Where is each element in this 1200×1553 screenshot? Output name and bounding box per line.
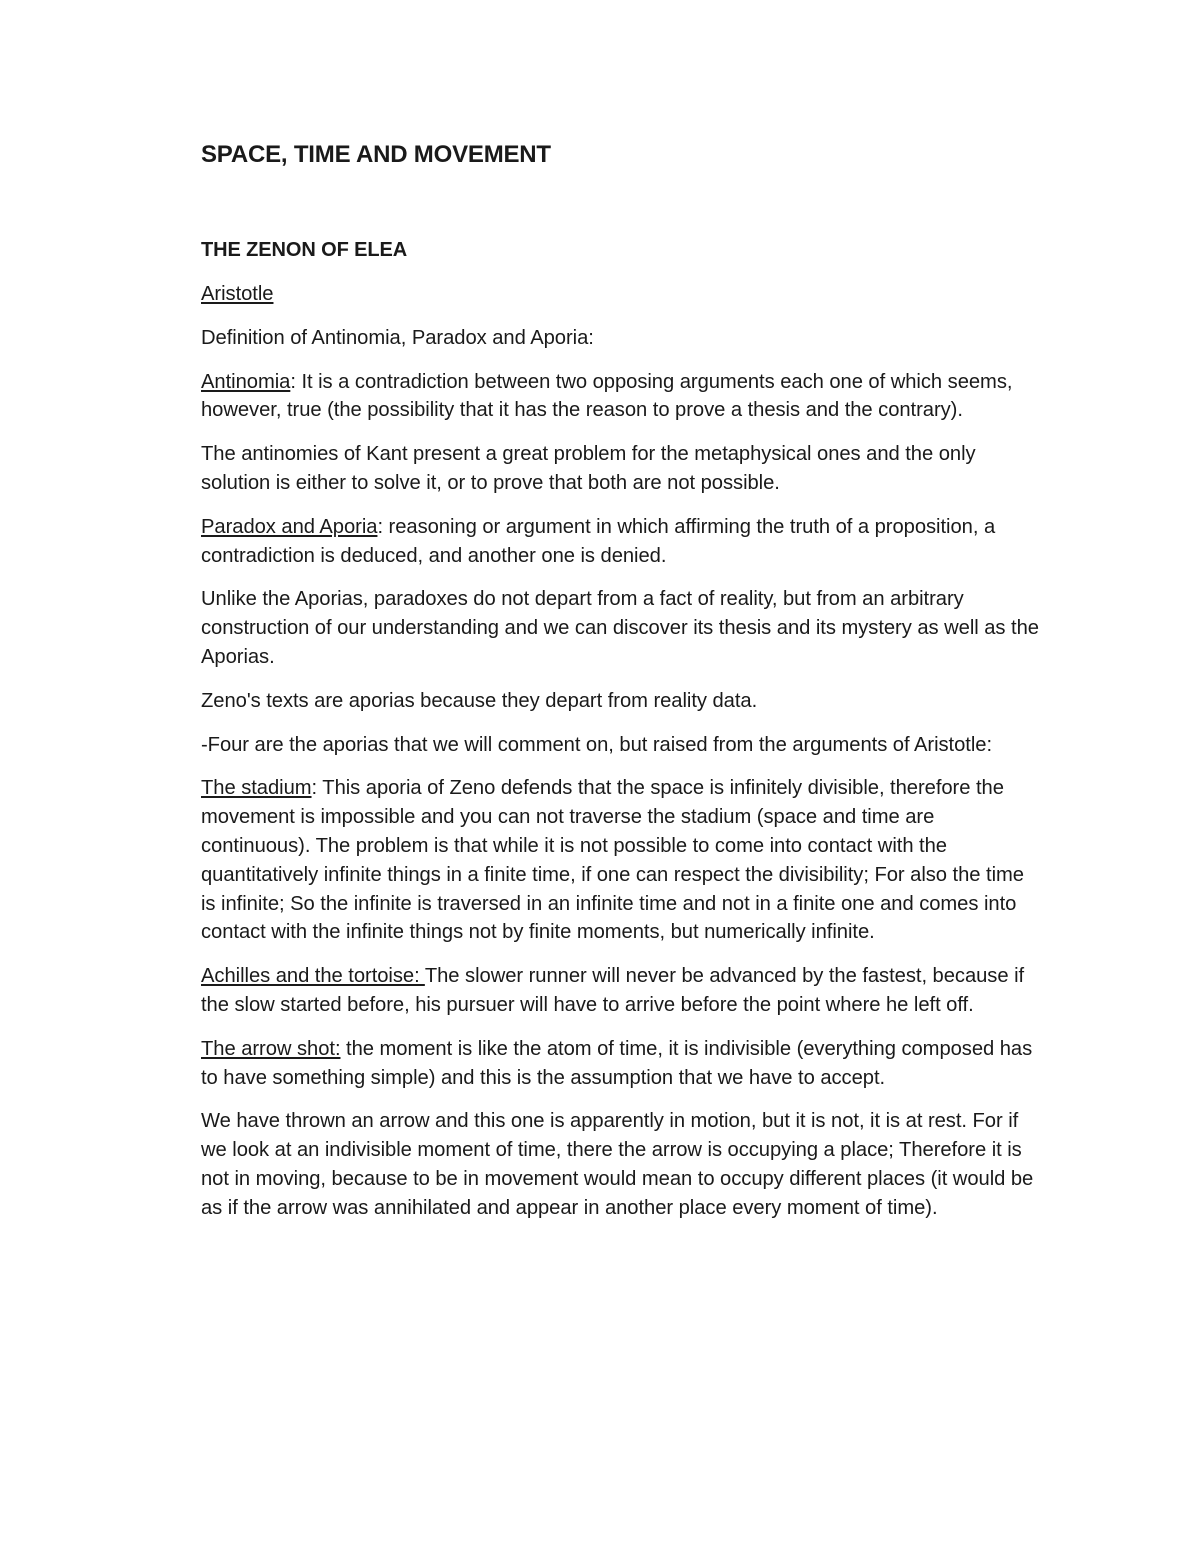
paradox-text: : reasoning or argument in which affirming the truth of a proposition, a contradiction is deduced, and another one is denied. <box>201 515 996 567</box>
paradox-paragraph <box>201 513 1041 571</box>
stadium-text: : This aporia of Zeno defends that the space is infinitely divisible, therefore the movement is impossible and you can not traverse the stadium (space and time are continuous). The problem is that while it is not possible to come into contact with the quantitatively infinite things in a finite time, if one can respect the divisibility; For also the time is infinite; So the infinite is traversed in an infinite time and not in a finite one and comes into contact with the infinite things not by finite moments, but numerically infinite. <box>201 777 1024 944</box>
antinomia-paragraph <box>201 368 1041 426</box>
stadium-term: The stadium <box>201 777 312 800</box>
unlike-paragraph: Unlike the Aporias, paradoxes do not depart from a fact of reality, but from an arbitrary construction of our understanding and we can discover its thesis and its mystery as well as the Aporias. <box>201 588 1039 668</box>
arrow-explanation-paragraph: We have thrown an arrow and this one is apparently in motion, but it is not, it is at rest. For if we look at an indivisible moment of time, there the arrow is occupying a place; Therefore it is not in moving, because to be in movement would mean to occupy different places (it would be as if the arrow was annihilated and appear in another place every moment of time). <box>201 1110 1034 1219</box>
arrow-term: The arrow shot: <box>201 1037 341 1060</box>
arrow-text: the moment is like the atom of time, it is indivisible (everything composed has to have something simple) and this is the assumption that we have to accept. <box>201 1037 1033 1089</box>
antinomia-term: Antinomia <box>201 370 291 393</box>
section-heading: THE ZENON OF ELEA <box>201 239 408 261</box>
paradox-term: Paradox and Aporia <box>201 515 378 538</box>
author-heading <box>201 280 1041 309</box>
four-aporias-paragraph: -Four are the aporias that we will comment on, but raised from the arguments of Aristotle: <box>201 733 993 756</box>
document-title: SPACE, TIME AND MOVEMENT <box>201 141 551 168</box>
achilles-paragraph <box>201 962 1041 1020</box>
kant-paragraph: The antinomies of Kant present a great problem for the metaphysical ones and the only solution is either to solve it, or to prove that both are not possible. <box>201 443 976 494</box>
antinomia-text: : It is a contradiction between two opposing arguments each one of which seems, however, true (the possibility that it has the reason to prove a thesis and the contrary). <box>201 370 1013 422</box>
author-heading-text: Aristotle <box>201 283 274 305</box>
achilles-term: Achilles and the tortoise: <box>201 965 425 988</box>
zeno-paragraph: Zeno's texts are aporias because they depart from reality data. <box>201 689 758 712</box>
document-page <box>201 138 1041 1223</box>
achilles-text: The slower runner will never be advanced by the fastest, because if the slow started before, his pursuer will have to arrive before the point where he left off. <box>201 965 1025 1016</box>
arrow-paragraph <box>201 1035 1041 1093</box>
definition-intro: Definition of Antinomia, Paradox and Aporia: <box>201 326 594 349</box>
stadium-paragraph <box>201 774 1041 947</box>
